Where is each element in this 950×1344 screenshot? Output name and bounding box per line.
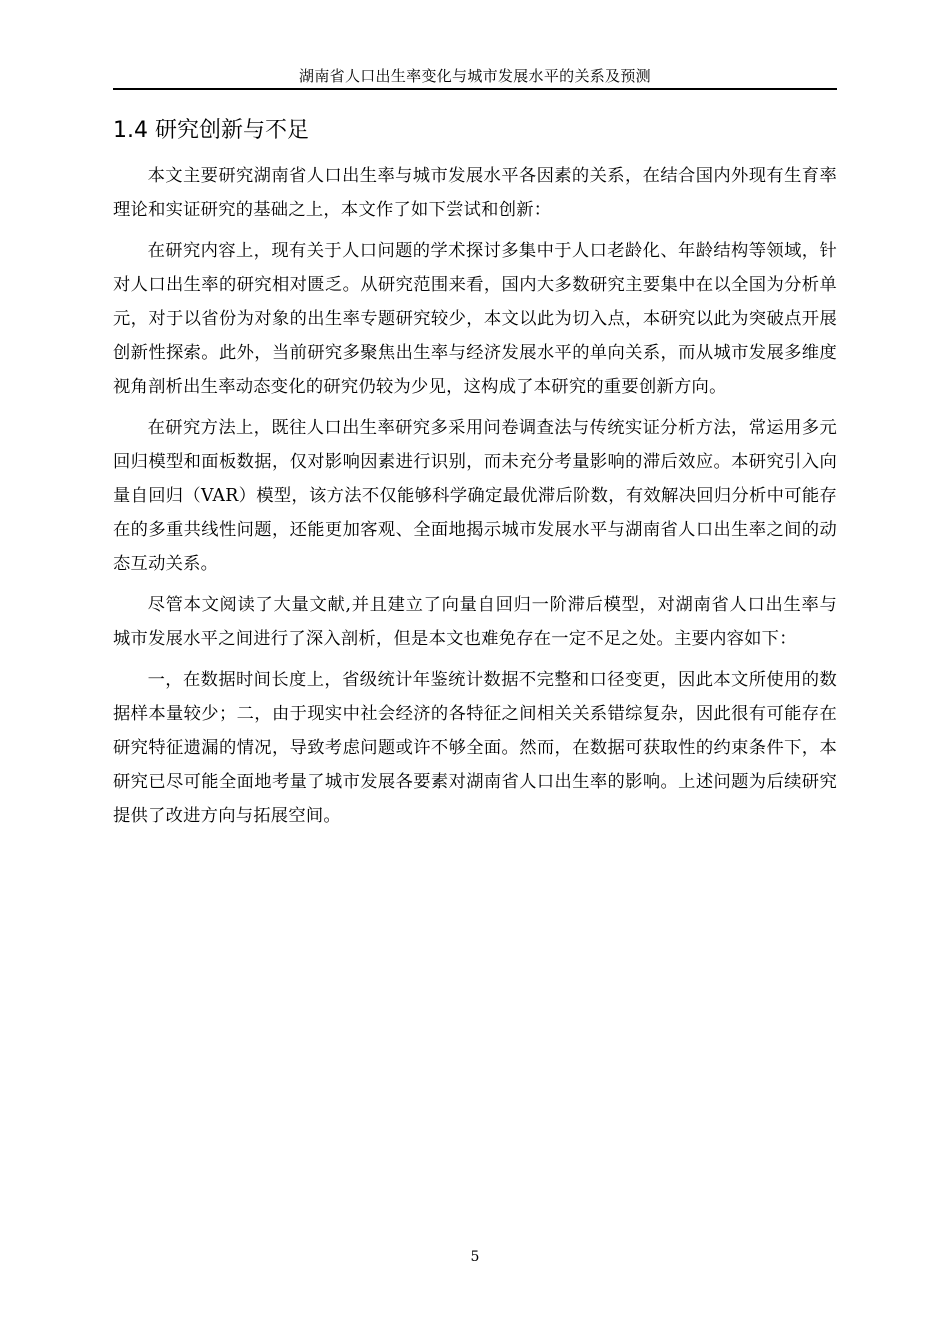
paragraph-limitations-intro: 尽管本文阅读了大量文献,并且建立了向量自回归一阶滞后模型，对湖南省人口出生率与城市发展水平之间进行了深入剖析，但是本文也难免存在一定不足之处。主要内容如下： <box>113 595 837 649</box>
body-text <box>113 159 837 840</box>
page-number: 5 <box>470 1249 480 1265</box>
header-divider <box>113 88 837 90</box>
paragraph-research-content: 在研究内容上，现有关于人口问题的学术探讨多集中于人口老龄化、年龄结构等领域，针对人口出生率的研究相对匮乏。从研究范围来看，国内大多数研究主要集中在以全国为分析单元，对于以省份为对象的出生率专题研究较少，本文以此为切入点，本研究以此为突破点开展创新性探索。此外，当前研究多聚焦出生率与经济发展水平的单向关系，而从城市发展多维度视角剖析出生率动态变化的研究仍较为少见，这构成了本研究的重要创新方向。 <box>113 241 837 397</box>
paragraph-research-method: 在研究方法上，既往人口出生率研究多采用问卷调查法与传统实证分析方法，常运用多元回归模型和面板数据，仅对影响因素进行识别，而未充分考量影响的滞后效应。本研究引入向量自回归（VAR）模型，该方法不仅能够科学确定最优滞后阶数，有效解决回归分析中可能存在的多重共线性问题，还能更加客观、全面地揭示城市发展水平与湖南省人口出生率之间的动态互动关系。 <box>113 418 837 574</box>
running-header-title: 湖南省人口出生率变化与城市发展水平的关系及预测 <box>299 67 651 85</box>
section-heading: 1.4 研究创新与不足 <box>113 118 309 143</box>
paragraph-limitations-detail: 一，在数据时间长度上，省级统计年鉴统计数据不完整和口径变更，因此本文所使用的数据样本量较少；二，由于现实中社会经济的各特征之间相关关系错综复杂，因此很有可能存在研究特征遗漏的情况，导致考虑问题或许不够全面。然而，在数据可获取性的约束条件下，本研究已尽可能全面地考量了城市发展各要素对湖南省人口出生率的影响。上述问题为后续研究提供了改进方向与拓展空间。 <box>113 670 837 826</box>
paragraph-intro: 本文主要研究湖南省人口出生率与城市发展水平各因素的关系，在结合国内外现有生育率理论和实证研究的基础之上，本文作了如下尝试和创新： <box>113 166 837 220</box>
